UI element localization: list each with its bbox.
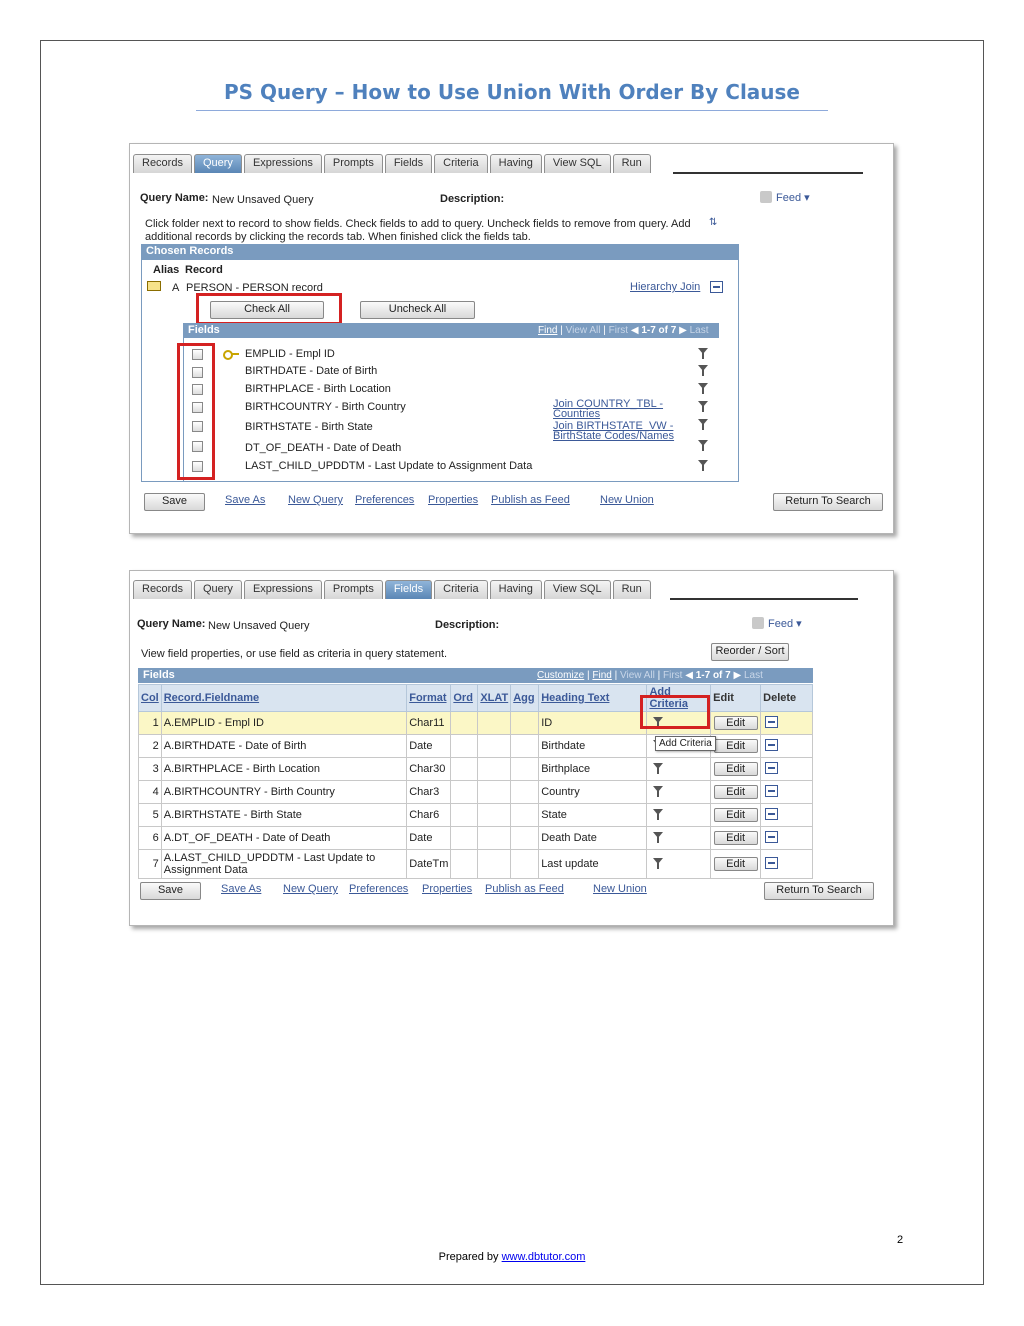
record-fieldname: A.BIRTHSTATE - Birth State — [161, 804, 407, 827]
table-row — [139, 712, 813, 735]
feed-menu[interactable]: Feed ▾ — [760, 191, 810, 204]
table-row — [139, 827, 813, 850]
tab-fields[interactable]: Fields — [385, 154, 432, 173]
format: Char30 — [407, 758, 451, 781]
record-fieldname: A.BIRTHDATE - Date of Birth — [161, 735, 407, 758]
delete-button[interactable] — [765, 716, 778, 728]
table-row — [139, 850, 813, 879]
tab-query[interactable]: Query — [194, 580, 242, 599]
filter-icon[interactable] — [698, 365, 710, 377]
first-link[interactable]: First — [663, 670, 683, 681]
xlat — [478, 712, 511, 735]
document-title: PS Query – How to Use Union With Order By Clause — [223, 80, 800, 104]
feed-icon — [752, 617, 764, 629]
remove-record-button[interactable] — [710, 281, 723, 293]
instructions-line-2: additional records by clicking the records tab. When finished click the fields tab. — [145, 231, 531, 243]
ord — [451, 712, 478, 735]
tab-having[interactable]: Having — [490, 154, 542, 173]
tab-bar-line — [670, 598, 858, 600]
highlight-add-criteria — [640, 695, 710, 729]
footer — [0, 1251, 1024, 1263]
heading-text: Birthplace — [539, 758, 647, 781]
save-as-link[interactable]: Save As — [225, 494, 266, 506]
publish-as-feed-link[interactable]: Publish as Feed — [491, 494, 570, 506]
feed-icon — [760, 191, 772, 203]
field-name: LAST_CHILD_UPDDTM - Last Update to Assignment Data — [245, 460, 533, 472]
fields-tab-screenshot — [129, 570, 894, 926]
tab-expressions[interactable]: Expressions — [244, 154, 322, 173]
col-header[interactable]: XLAT — [478, 685, 511, 712]
col-header: Delete — [761, 685, 813, 712]
new-query-link[interactable]: New Query — [288, 494, 344, 506]
col-header[interactable]: Format — [407, 685, 451, 712]
delete-button[interactable] — [765, 857, 778, 869]
tab-bar — [133, 580, 653, 599]
properties-link[interactable]: Properties — [428, 494, 479, 506]
range-text: 1-7 of 7 — [641, 325, 677, 336]
record-fieldname: A.EMPLID - Empl ID — [161, 712, 407, 735]
edit-button[interactable]: Edit — [714, 831, 758, 845]
record-fieldname: A.BIRTHPLACE - Birth Location — [161, 758, 407, 781]
field-name: BIRTHPLACE - Birth Location — [245, 383, 391, 395]
format: Char6 — [407, 804, 451, 827]
save-as-link[interactable]: Save As — [221, 883, 262, 895]
agg — [511, 712, 539, 735]
field-name: BIRTHCOUNTRY - Birth Country — [245, 401, 406, 413]
sort-icon[interactable]: ⇅ — [709, 217, 718, 228]
filter-icon[interactable] — [698, 460, 710, 472]
tab-records[interactable]: Records — [133, 154, 192, 173]
format: Date — [407, 827, 451, 850]
query-name-label: Query Name: — [137, 618, 206, 630]
delete-button[interactable] — [765, 831, 778, 843]
tab-bar — [133, 154, 653, 173]
col-header: Edit — [711, 685, 761, 712]
preferences-link[interactable]: Preferences — [349, 883, 409, 895]
feed-menu[interactable]: Feed ▾ — [752, 617, 802, 630]
edit-button[interactable]: Edit — [714, 739, 758, 753]
query-name-value: New Unsaved Query — [208, 620, 310, 632]
query-name-value: New Unsaved Query — [212, 194, 314, 206]
col-number: 1 — [139, 712, 162, 735]
format: Char3 — [407, 781, 451, 804]
col-number: 4 — [139, 781, 162, 804]
check-all-button[interactable]: Check All — [210, 301, 324, 319]
heading-text: Birthdate — [539, 735, 647, 758]
filter-icon[interactable] — [698, 440, 710, 452]
description-label: Description: — [440, 193, 505, 205]
page-number: 2 — [897, 1234, 904, 1246]
field-name: BIRTHDATE - Date of Birth — [245, 365, 378, 377]
query-name-label: Query Name: — [140, 192, 209, 204]
filter-icon[interactable] — [698, 383, 710, 395]
hierarchy-join-link[interactable]: Hierarchy Join — [630, 281, 701, 293]
heading-text: Country — [539, 781, 647, 804]
filter-icon[interactable] — [698, 401, 710, 413]
publish-as-feed-link[interactable]: Publish as Feed — [485, 883, 564, 895]
col-number: 2 — [139, 735, 162, 758]
col-header: Add Criteria — [647, 685, 711, 712]
table-row — [139, 804, 813, 827]
feed-label: Feed — [768, 618, 794, 630]
col-header[interactable]: Record.Fieldname — [161, 685, 407, 712]
col-number: 7 — [139, 850, 162, 879]
properties-link[interactable]: Properties — [422, 883, 473, 895]
heading-text: Last update — [539, 850, 647, 879]
fields-header: Fields — [138, 668, 813, 683]
filter-icon[interactable] — [698, 348, 710, 360]
view-all-link[interactable]: View All — [620, 670, 655, 681]
reorder-sort-button[interactable]: Reorder / Sort — [711, 643, 789, 661]
format: Date — [407, 735, 451, 758]
col-number: 3 — [139, 758, 162, 781]
last-link[interactable]: Last — [689, 325, 709, 336]
preferences-link[interactable]: Preferences — [355, 494, 415, 506]
new-query-link[interactable]: New Query — [283, 883, 339, 895]
add-criteria-icon[interactable] — [653, 763, 665, 775]
query-tab-screenshot — [129, 143, 894, 534]
col-header[interactable]: Heading Text — [539, 685, 647, 712]
tab-expressions[interactable]: Expressions — [244, 580, 322, 599]
record-alias: A — [172, 282, 180, 294]
col-header[interactable]: Col — [139, 685, 162, 712]
filter-icon[interactable] — [698, 419, 710, 431]
add-criteria-tooltip: Add Criteria — [655, 736, 716, 751]
delete-button[interactable] — [765, 808, 778, 820]
key-icon — [223, 350, 239, 358]
join-birthstate-link[interactable]: Join BIRTHSTATE_VW - BirthState Codes/Names — [553, 420, 675, 442]
save-button[interactable]: Save — [144, 493, 205, 511]
tab-criteria[interactable]: Criteria — [434, 580, 487, 599]
field-name: EMPLID - Empl ID — [245, 348, 335, 360]
tab-criteria[interactable]: Criteria — [434, 154, 487, 173]
return-to-search-button[interactable]: Return To Search — [764, 882, 874, 900]
edit-button[interactable]: Edit — [714, 716, 758, 730]
new-union-link[interactable]: New Union — [600, 494, 654, 506]
alias-header: Alias — [153, 264, 180, 276]
heading-text: ID — [539, 712, 647, 735]
tab-run[interactable]: Run — [613, 154, 651, 173]
last-link[interactable]: Last — [743, 670, 763, 681]
edit-button[interactable]: Edit — [714, 857, 758, 871]
instructions: View field properties, or use field as criteria in query statement. — [141, 648, 448, 660]
tab-run[interactable]: Run — [613, 580, 651, 599]
edit-button[interactable]: Edit — [714, 762, 758, 776]
tab-fields[interactable]: Fields — [385, 580, 432, 599]
chosen-records-header: Chosen Records — [141, 244, 739, 259]
col-number: 5 — [139, 804, 162, 827]
delete-button[interactable] — [765, 739, 778, 751]
fields-nav: Find | View All | First ◀ 1-7 of 7 ▶ Last — [538, 325, 709, 336]
delete-button[interactable] — [765, 762, 778, 774]
fields-header: Fields — [183, 323, 719, 338]
new-union-link[interactable]: New Union — [593, 883, 647, 895]
return-to-search-button[interactable]: Return To Search — [773, 493, 883, 511]
record-header: Record — [185, 264, 223, 276]
uncheck-all-button[interactable]: Uncheck All — [360, 301, 475, 319]
first-link[interactable]: First — [608, 325, 629, 336]
field-name: DT_OF_DEATH - Date of Death — [245, 442, 402, 454]
fields-grid — [138, 684, 813, 879]
customize-link[interactable]: Customize — [537, 670, 585, 681]
format: Char11 — [407, 712, 451, 735]
open-folder-icon[interactable] — [147, 281, 161, 291]
fields-nav: Customize | Find | View All | First ◀ 1-7 of 7 ▶ Last — [537, 670, 763, 681]
feed-label: Feed — [776, 192, 802, 204]
add-criteria-icon[interactable] — [653, 858, 665, 870]
delete-button[interactable] — [765, 785, 778, 797]
col-header[interactable]: Ord — [451, 685, 478, 712]
find-link[interactable]: Find — [592, 670, 612, 681]
tab-bar-line — [673, 172, 863, 174]
col-number: 6 — [139, 827, 162, 850]
heading-text: Death Date — [539, 827, 647, 850]
record-fieldname: A.DT_OF_DEATH - Date of Death — [161, 827, 407, 850]
tab-having[interactable]: Having — [490, 580, 542, 599]
tab-prompts[interactable]: Prompts — [324, 580, 383, 599]
find-link[interactable]: Find — [538, 325, 558, 336]
footer-link[interactable]: www.dbtutor.com — [501, 1251, 586, 1263]
record-fieldname: A.LAST_CHILD_UPDDTM - Last Update to Assignment Data — [161, 850, 407, 879]
edit-button[interactable]: Edit — [714, 785, 758, 799]
title-rule — [196, 110, 828, 111]
tab-query[interactable]: Query — [194, 154, 242, 173]
format: DateTm — [407, 850, 451, 879]
description-label: Description: — [435, 619, 500, 631]
add-criteria-icon[interactable] — [653, 832, 665, 844]
heading-text: State — [539, 804, 647, 827]
footer-prefix: Prepared by — [438, 1251, 502, 1263]
edit-button[interactable]: Edit — [714, 808, 758, 822]
highlight-check-all — [196, 293, 342, 325]
record-fieldname: A.BIRTHCOUNTRY - Birth Country — [161, 781, 407, 804]
add-criteria-icon[interactable] — [653, 809, 665, 821]
save-button[interactable]: Save — [140, 882, 201, 900]
table-row — [139, 758, 813, 781]
range-text: 1-7 of 7 — [695, 670, 731, 681]
tab-prompts[interactable]: Prompts — [324, 154, 383, 173]
field-name: BIRTHSTATE - Birth State — [245, 421, 373, 433]
tab-view-sql[interactable]: View SQL — [544, 154, 611, 173]
tab-records[interactable]: Records — [133, 580, 192, 599]
col-header[interactable]: Agg — [511, 685, 539, 712]
join-country-link[interactable]: Join COUNTRY_TBL - Countries — [553, 398, 664, 420]
record-name: PERSON - PERSON record — [186, 282, 323, 294]
highlight-checkboxes — [177, 343, 215, 480]
view-all-link[interactable]: View All — [565, 325, 601, 336]
table-row — [139, 781, 813, 804]
instructions-line-1: Click folder next to record to show fields. Check fields to add to query. Uncheck fields to remove from query. Add — [145, 218, 691, 230]
add-criteria-icon[interactable] — [653, 786, 665, 798]
tab-view-sql[interactable]: View SQL — [544, 580, 611, 599]
